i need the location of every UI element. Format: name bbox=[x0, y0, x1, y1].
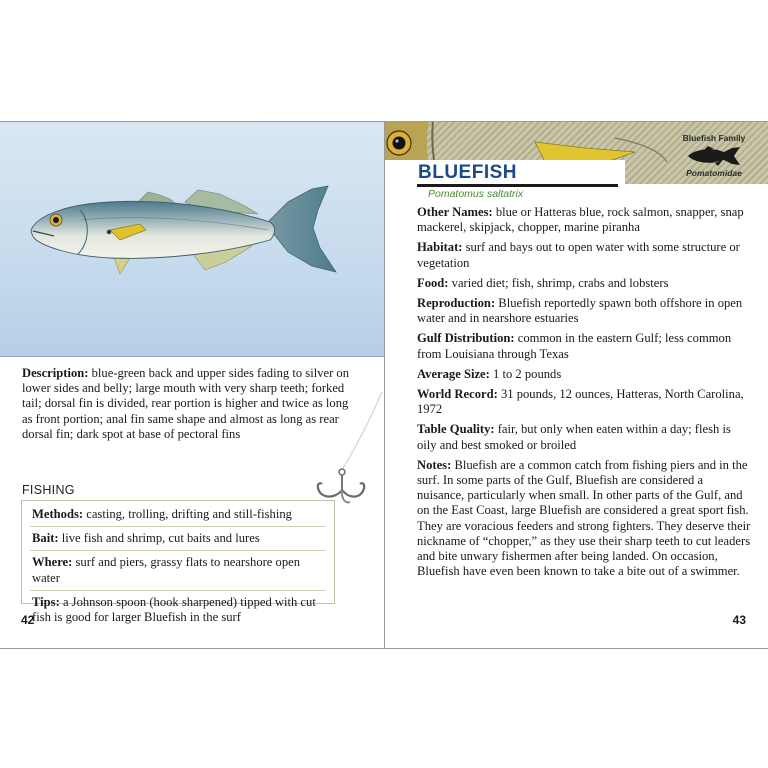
page-number-left: 42 bbox=[21, 613, 35, 627]
family-badge bbox=[668, 129, 760, 181]
fishing-heading: FISHING bbox=[22, 483, 75, 497]
fact-label: Notes: bbox=[417, 457, 452, 472]
fact-value: blue or Hatteras blue, rock salmon, snapper, snap mackerel, skipjack, chopper, marine piranha bbox=[417, 205, 744, 235]
fishing-row-methods bbox=[30, 503, 326, 527]
fishing-row-tips bbox=[30, 591, 326, 625]
scientific-name: Pomatomus saltatrix bbox=[428, 188, 524, 200]
pectoral-spot bbox=[107, 230, 111, 234]
fact-label: World Record: bbox=[417, 387, 498, 402]
family-latin: Pomatomidae bbox=[686, 168, 742, 178]
fish-illustration-panel bbox=[0, 122, 384, 357]
fact-value: Bluefish are a common catch from fishing piers and in the surf. In some parts of the Gulf, Bluefish are considered a nuisance, particularly when small. In other parts of the Gulf, and on the East Coast, large Bluefish are considered a great sport fish. They are voracious feeders and strong fighters. They deserve their nickname of “chopper,” as they use their sharp teeth to cut leaders and bite unwary fishermen after being landed. On occasion, Bluefish have even been known to take a bite out of a swimmer. bbox=[417, 457, 751, 579]
fishing-value: surf and piers, grassy flats to nearshore open water bbox=[32, 555, 301, 585]
fact-value: common in the eastern Gulf; less common from Louisiana through Texas bbox=[417, 331, 732, 361]
fact-label: Reproduction: bbox=[417, 296, 496, 311]
fishing-hook-icon bbox=[300, 392, 384, 507]
fishing-label: Bait: bbox=[32, 531, 59, 546]
fishing-value: a Johnson spoon (hook sharpened) tipped with cut fish is good for larger Bluefish in the surf bbox=[32, 594, 316, 625]
fishing-value: casting, trolling, drifting and still-fishing bbox=[86, 507, 292, 521]
fact-value: surf and bays out to open water with some structure or vegetation bbox=[417, 240, 740, 270]
fact-label: Other Names: bbox=[417, 205, 493, 219]
left-page bbox=[0, 122, 385, 648]
fact-label: Habitat: bbox=[417, 240, 463, 255]
fact-label: Table Quality: bbox=[417, 422, 495, 437]
fact-habitat bbox=[417, 240, 753, 270]
fact-food bbox=[417, 276, 753, 291]
fishing-label: Tips: bbox=[32, 594, 60, 609]
fishing-row-where bbox=[30, 551, 326, 590]
fact-world-record bbox=[417, 387, 753, 417]
bluefish-illustration bbox=[30, 184, 342, 284]
fact-notes bbox=[417, 458, 753, 580]
description-label: Description: bbox=[22, 366, 89, 380]
fishing-label: Methods: bbox=[32, 507, 84, 521]
species-title: BLUEFISH bbox=[418, 162, 517, 183]
fishing-label: Where: bbox=[32, 555, 73, 570]
family-label: Bluefish Family bbox=[682, 133, 746, 143]
description-text: blue-green back and upper sides fading to silver on lower sides and belly; large mouth with very sharp teeth; forked tail; dorsal fin is divided, rear portion is higher and twice as long as front portion; anal fin same shape and almost as long as rear dorsal fin; dark spot at base of pectoral fins bbox=[22, 366, 350, 441]
fact-label: Food: bbox=[417, 275, 449, 290]
fact-average-size bbox=[417, 367, 753, 382]
fact-label: Gulf Distribution: bbox=[417, 331, 515, 346]
fact-value: varied diet; fish, shrimp, crabs and lobsters bbox=[451, 275, 669, 290]
fact-other-names bbox=[417, 205, 753, 235]
fact-label: Average Size: bbox=[417, 366, 490, 381]
fishing-row-bait bbox=[30, 527, 326, 551]
species-facts bbox=[417, 205, 753, 584]
fact-value: 31 pounds, 12 ounces, Hatteras, North Carolina, 1972 bbox=[417, 387, 744, 417]
title-rule bbox=[417, 184, 618, 187]
fish-silhouette-icon bbox=[686, 146, 742, 166]
page-number-right: 43 bbox=[732, 613, 746, 627]
fact-gulf-distribution bbox=[417, 331, 753, 361]
fishing-value: live fish and shrimp, cut baits and lures bbox=[61, 531, 260, 546]
fact-table-quality bbox=[417, 422, 753, 452]
fact-value: fair, but only when eaten within a day; flesh is oily and best smoked or broiled bbox=[417, 422, 731, 452]
fact-value: 1 to 2 pounds bbox=[493, 366, 562, 381]
book-spread bbox=[0, 121, 768, 649]
fact-value: Bluefish reportedly spawn both offshore in open water and in nearshore estuaries bbox=[417, 296, 743, 326]
fact-reproduction bbox=[417, 296, 753, 326]
right-page bbox=[385, 122, 768, 648]
